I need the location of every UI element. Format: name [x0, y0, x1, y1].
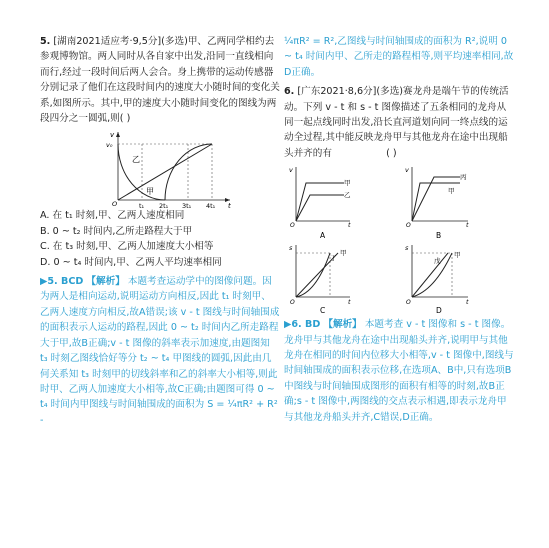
- graph-c-origin: O: [290, 299, 295, 307]
- answer-5-label: 【解析】: [86, 276, 125, 288]
- answer-5: [40, 274, 280, 428]
- graph-a-origin: O: [290, 222, 295, 230]
- question-5-figure: [40, 128, 280, 211]
- question-6-bracket: ( ): [386, 147, 397, 159]
- graph-d-wu-line: [412, 253, 448, 297]
- answer-6: [284, 317, 514, 425]
- question-5-number: 5.: [40, 36, 51, 47]
- graph-d-wu-label: 戊: [434, 257, 441, 266]
- question-5-stem: [40, 34, 280, 126]
- graph-b: [405, 166, 469, 240]
- graph-a-x-label: t: [348, 221, 351, 230]
- graph-d-y-label: s: [405, 244, 409, 253]
- origin-label: O: [112, 200, 118, 209]
- jia-label: 甲: [146, 187, 154, 197]
- graph-b-origin: O: [406, 222, 411, 230]
- option-b: B. 0 ~ t₂ 时间内,乙所走路程大于甲: [40, 225, 193, 237]
- answer-5-continued: ¼πR² = R²,乙图线与时间轴围成的面积为 R²,说明 0 ~ t₄ 时间内甲、乙所走的路程相等,则平均速率相同,故D正确。: [284, 36, 514, 78]
- graph-a-yi-label: 乙: [344, 191, 351, 200]
- t1-label: t₁: [139, 202, 145, 211]
- left-column: [40, 34, 280, 428]
- graph-a-jia-label: 甲: [344, 179, 351, 188]
- graph-d-jia-label: 甲: [454, 251, 461, 260]
- graph-a-yi-line: [296, 195, 344, 221]
- answer-6-label: 【解析】: [323, 319, 362, 331]
- graph-a-jia-line: [296, 183, 344, 221]
- graph-c-x-label: t: [348, 298, 351, 307]
- graph-d-x-label: t: [466, 298, 469, 307]
- graph-b-bing-line: [412, 177, 460, 221]
- graph-c-y-label: s: [289, 244, 293, 253]
- graph-b-bing-label: 丙: [460, 173, 467, 182]
- graph-b-y-label: v: [405, 166, 409, 175]
- graph-c-jia-label: 甲: [340, 249, 347, 258]
- q6-graphs: [284, 163, 514, 316]
- question-6-number: 6.: [284, 86, 295, 98]
- v-axis-label: v: [110, 131, 115, 140]
- option-c: C. 在 t₃ 时刻,甲、乙两人加速度大小相等: [40, 241, 214, 253]
- graph-a: [289, 166, 351, 240]
- option-d: D. 0 ~ t₄ 时间内,甲、乙两人平均速率相同: [40, 256, 222, 268]
- graph-a-letter: A: [320, 231, 326, 241]
- t2-label: 2t₁: [159, 202, 169, 211]
- t3-label: 3t₁: [182, 202, 192, 211]
- graph-b-letter: B: [436, 231, 442, 241]
- question-5-text: [湖南2021适应考·9,5分](多选)甲、乙两同学相约去参观博物馆。两人同时从各自家中出发,沿同一直线相向而行,经过一段时间后两人会合。身上携带的运动传感器分别记录了他们在这段时间内的速度大小随时间的变化关系,如图所示。其中,甲的速度大小随时间变化的图线为两段四分之一圆弧,则( ): [40, 36, 280, 125]
- graph-a-y-label: v: [289, 166, 293, 175]
- t4-label: 4t₁: [206, 202, 216, 211]
- v-axis-arrow: [116, 132, 120, 137]
- yi-label: 乙: [132, 155, 140, 165]
- graph-b-jia-label: 甲: [448, 187, 455, 196]
- velocity-time-graph: [40, 128, 280, 211]
- answer-5-body: 本题考查运动学中的图像问题。因为两人是相向运动,说明运动方向相反,因此 t₁ 时刻甲、乙两人速度方向相反,故A错误;该 v - t 图线与时间轴围成的面积表示人运动的路程,因此 0 ~ t₂ 时间内乙所走路程大于甲,故B正确;v - t 图像的斜率表示加速度,由题图知 t₃ 时刻乙图线恰好等分 t₂ ~ t₄ 甲图线的圆弧,因此由几何关系知 t₃ 时刻甲的切线斜率和乙的斜率大小相等,则此时甲、乙两人加速度大小相等,故C正确;由题图可得 0 ~ t₄ 时间内甲图线与时间轴围成的面积为 S = ¼πR² + R² -: [40, 276, 280, 426]
- answer-6-tag: ▶6. BD: [284, 319, 321, 331]
- graph-c-letter: C: [320, 306, 326, 316]
- graph-d-origin: O: [406, 299, 411, 307]
- right-column: [284, 34, 514, 425]
- answer-6-body: 本题考查 v - t 图像和 s - t 图像。龙舟甲与其他龙舟在途中出现船头并齐,说明甲与其他龙舟在相同的时间内位移大小相等,v - t 图像中,图线与时间轴围成的面积表示位移,在选项A、B中,只有选项B中图线与时间轴围成图形的面积有相等的时刻,故B正确;s - t 图像中,两图线的交点表示相遇,即表示龙舟甲与其他龙舟船头并齐,C错误,D正确。: [284, 319, 514, 423]
- graph-c: [289, 244, 351, 315]
- graph-b-x-label: t: [466, 221, 469, 230]
- question-6-text: [广东2021·8,6分](多选)赛龙舟是端午节的传统活动。下列 v - t 和 s - t 图像描述了五条相同的龙舟从同一起点线同时出发,沿长直河道划向同一终点线的运动全过程,其中能反映龙舟甲与其他龙舟在途中出现船头并齐的有: [284, 86, 509, 159]
- graph-c-ding-label: 丁: [330, 254, 337, 263]
- option-a: A. 在 t₁ 时刻,甲、乙两人速度相同: [40, 210, 185, 222]
- question-6-figures: [284, 163, 514, 316]
- question-6-stem: [284, 84, 514, 161]
- graph-c-jia-curve: [296, 253, 330, 297]
- jia-arc-1: [118, 144, 165, 200]
- jia-arc-2: [165, 144, 212, 200]
- graph-d-letter: D: [436, 306, 442, 316]
- answer-5-tag: ▶5. BCD: [40, 276, 84, 288]
- t-axis-label: t: [228, 202, 231, 211]
- graph-d: [405, 244, 469, 315]
- v0-label: v₀: [106, 141, 113, 150]
